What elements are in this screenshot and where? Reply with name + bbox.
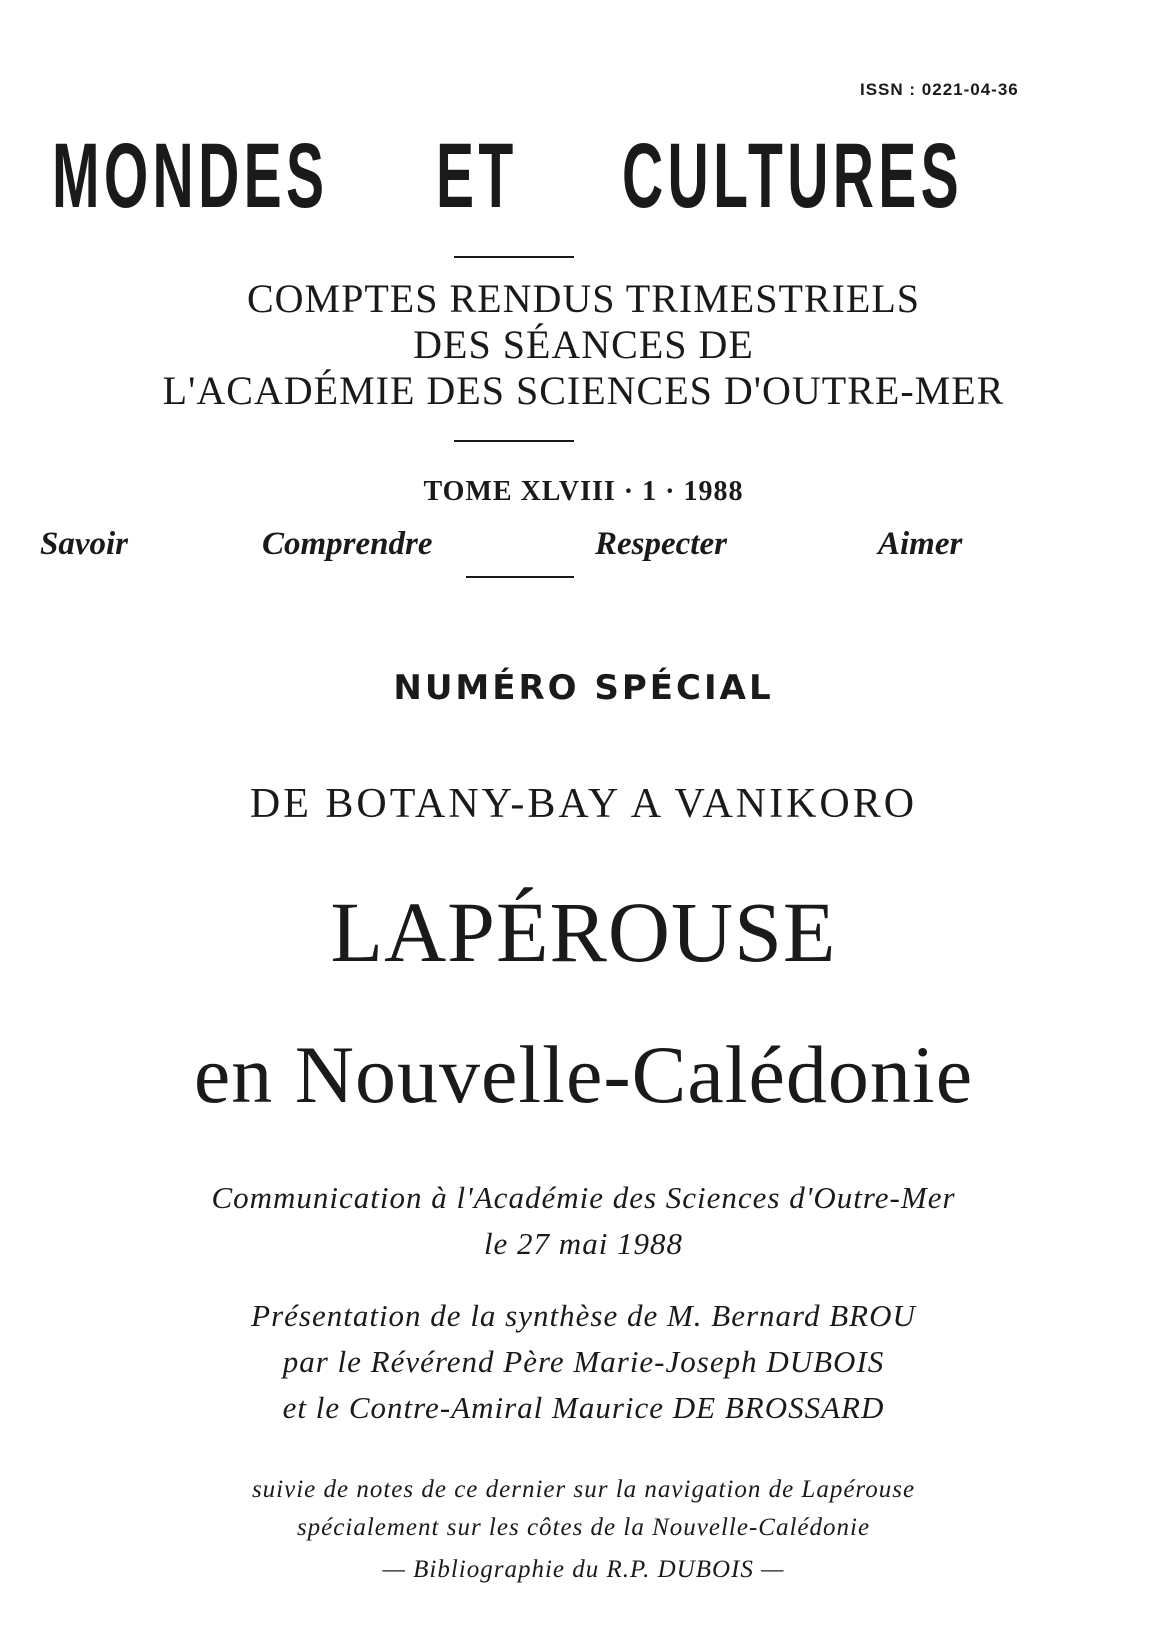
communication-date: le 27 mai 1988 xyxy=(483,1226,684,1261)
notes-line-1: suivie de notes de ce dernier sur la navigation de Lapérouse xyxy=(251,1476,916,1503)
subtitle-line-3: L'ACADÉMIE DES SCIENCES D'OUTRE-MER xyxy=(162,368,1005,413)
motto-savoir: Savoir xyxy=(40,526,129,562)
journal-title xyxy=(0,126,1167,236)
notes-line-2: spécialement sur les côtes de la Nouvelle-Calédonie xyxy=(296,1514,871,1541)
journal-title-word-1: MONDES xyxy=(52,125,329,227)
presentation-line-1: Présentation de la synthèse de M. Bernard BROU xyxy=(251,1298,916,1333)
issn-number: ISSN : 0221-04-36 xyxy=(860,80,1019,99)
special-issue-label: NUMÉRO SPÉCIAL xyxy=(393,668,774,708)
subtitle-line-2: DES SÉANCES DE xyxy=(413,322,754,367)
motto-comprendre: Comprendre xyxy=(262,526,433,562)
motto-aimer: Aimer xyxy=(878,526,963,562)
subtitle-line-1: COMPTES RENDUS TRIMESTRIELS xyxy=(246,276,920,321)
main-title-laperouse: LAPÉROUSE xyxy=(330,884,837,980)
communication-line-1: Communication à l'Académie des Sciences d'Outre-Mer xyxy=(211,1180,956,1215)
divider-1 xyxy=(454,256,574,258)
presentation-line-3: et le Contre-Amiral Maurice DE BROSSARD xyxy=(282,1390,885,1425)
main-title-nouvelle-caledonie: en Nouvelle-Calédonie xyxy=(193,1029,974,1120)
divider-3 xyxy=(466,576,574,578)
bibliography-line: — Bibliographie du R.P. DUBOIS — xyxy=(382,1556,785,1583)
journal-title-word-2: ET xyxy=(436,125,518,227)
presentation-line-2: par le Révérend Père Marie-Joseph DUBOIS xyxy=(282,1344,885,1379)
heading-botany-bay: DE BOTANY-BAY A VANIKORO xyxy=(249,781,918,827)
tome-issue: TOME XLVIII · 1 · 1988 xyxy=(423,476,744,507)
divider-2 xyxy=(454,440,574,442)
journal-title-word-3: CULTURES xyxy=(622,125,964,227)
motto-respecter: Respecter xyxy=(595,526,727,562)
